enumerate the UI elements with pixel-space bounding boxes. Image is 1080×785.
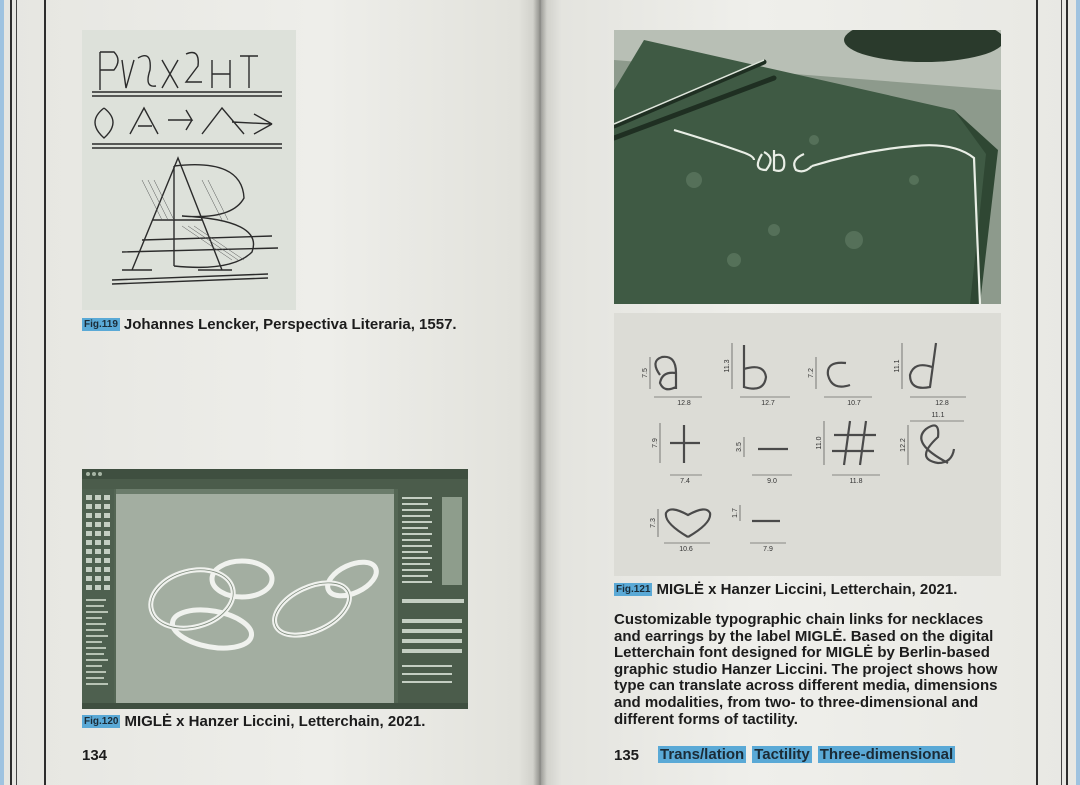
fig121-caption xyxy=(614,581,957,598)
fig121-necklace-photo xyxy=(614,30,1001,304)
height-label: 12.2 xyxy=(900,438,907,452)
keyword-tag: Tactility xyxy=(754,746,810,763)
keyword-tag: Three-dimensional xyxy=(819,746,954,763)
book-gutter xyxy=(533,0,547,785)
width-label: 9.0 xyxy=(767,478,777,485)
height-label: 7.3 xyxy=(650,518,657,528)
page-number-left: 134 xyxy=(82,747,108,764)
fig121-tag: Fig.121 xyxy=(616,584,651,595)
right-page-edge-line xyxy=(1061,0,1062,785)
left-page-edge-line xyxy=(10,0,12,785)
width-label: 11.1 xyxy=(931,412,945,419)
fig120-caption xyxy=(82,713,425,730)
fig119-engraving-image xyxy=(82,30,296,310)
width-label: 7.9 xyxy=(763,546,773,553)
right-page-edge-line xyxy=(1036,0,1038,785)
width-label: 7.4 xyxy=(680,478,690,485)
keyword-tag: Trans/lation xyxy=(660,746,745,763)
height-label: 11.1 xyxy=(894,359,901,373)
right-book-edge xyxy=(1076,0,1080,785)
width-label: 12.8 xyxy=(677,400,691,407)
fig120-software-screenshot xyxy=(82,469,468,709)
right-page-edge-line xyxy=(1066,0,1068,785)
fig121-dimension-diagram xyxy=(614,313,1001,576)
left-book-edge xyxy=(0,0,4,785)
left-page-edge-line xyxy=(16,0,17,785)
page-number-right: 135 xyxy=(614,747,640,764)
fig119-caption-text: Johannes Lencker, Perspectiva Literaria, 1557. xyxy=(123,316,457,333)
height-label: 3.5 xyxy=(736,442,743,452)
width-label: 12.7 xyxy=(761,400,775,407)
fig119-caption xyxy=(82,316,457,333)
height-label: 1.7 xyxy=(732,508,739,518)
fig121-caption-text: MIGLĖ x Hanzer Liccini, Letterchain, 2021. xyxy=(656,581,958,598)
height-label: 11.3 xyxy=(724,359,731,373)
fig120-caption-text: MIGLĖ x Hanzer Liccini, Letterchain, 2021. xyxy=(124,713,426,730)
width-label: 10.6 xyxy=(679,546,693,553)
width-label: 11.8 xyxy=(849,478,863,485)
fig120-tag: Fig.120 xyxy=(84,716,119,727)
keyword-tags xyxy=(658,746,961,764)
width-label: 12.8 xyxy=(935,400,949,407)
fig119-tag: Fig.119 xyxy=(84,319,118,330)
width-label: 10.7 xyxy=(847,400,861,407)
left-page-edge-line xyxy=(44,0,46,785)
body-paragraph: Customizable typographic chain links for necklaces and earrings by the label MIGLĖ. Based on the digital Letterchain font designed for MIGLĖ by Berlin-based graphic studio Hanzer Liccini. The project shows how type can translate across different media, dimensions and modalities, from two- to three-dimensional and different forms of tactility. xyxy=(614,611,998,728)
height-label: 11.0 xyxy=(816,436,823,450)
height-label: 7.5 xyxy=(642,368,649,378)
height-label: 7.2 xyxy=(808,368,815,378)
height-label: 7.9 xyxy=(652,438,659,448)
